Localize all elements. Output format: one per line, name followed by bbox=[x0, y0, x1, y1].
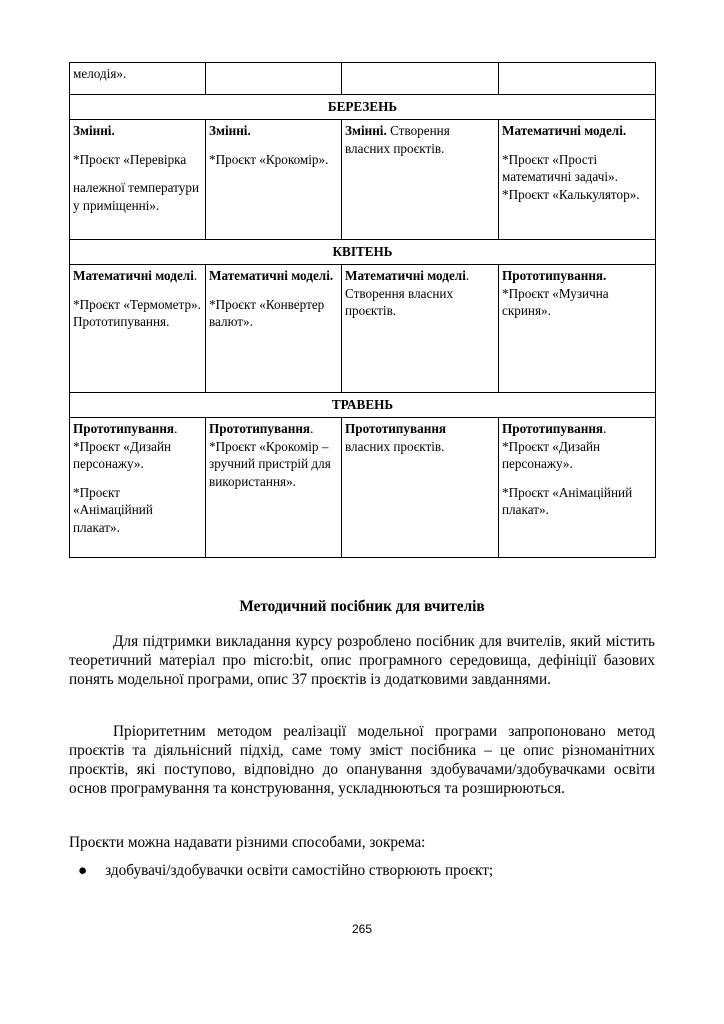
table-cell: Математичні моделі. *Проєкт «Прості математичні задачі». *Проєкт «Калькулятор». bbox=[499, 120, 656, 240]
month-header-may: ТРАВЕНЬ bbox=[70, 393, 656, 418]
table-row bbox=[70, 63, 656, 95]
table-cell bbox=[342, 63, 499, 95]
table-row bbox=[70, 120, 656, 240]
table-cell bbox=[499, 63, 656, 95]
table-cell: мелодія». bbox=[70, 63, 206, 95]
bullet-icon: ● bbox=[78, 862, 88, 879]
month-row bbox=[70, 393, 656, 418]
table-cell bbox=[206, 63, 342, 95]
table-cell: Прототипування. *Проєкт «Музична скриня». bbox=[499, 265, 656, 393]
paragraph-2: Пріоритетним методом реалізації модельної програми запропоновано метод проєктів та діяльнісний підхід, саме тому зміст посібника – це опис різноманітних проєктів, які поступово, відповідно до опанування здобувачами/здобувачками освіти основ програмування та конструювання, ускладнюються та розширюються. bbox=[69, 723, 655, 797]
table-cell: Змінні. Створення власних проєктів. bbox=[342, 120, 499, 240]
month-header-march: БЕРЕЗЕНЬ bbox=[70, 95, 656, 120]
table-cell: Математичні моделі. *Проєкт «Термометр». Прототипування. bbox=[70, 265, 206, 393]
table-row bbox=[70, 265, 656, 393]
table-cell: Прототипування. *Проєкт «Крокомір – зручний пристрій для використання». bbox=[206, 418, 342, 558]
table-cell: Прототипування. *Проєкт «Дизайн персонажу». *Проєкт «Анімаційний плакат». bbox=[499, 418, 656, 558]
table-cell: Математичні моделі. *Проєкт «Конвертер валют». bbox=[206, 265, 342, 393]
bullet-item bbox=[78, 862, 493, 880]
table-row bbox=[70, 418, 656, 558]
paragraph-1: Для підтримки викладання курсу розроблено посібник для вчителів, який містить теоретичний матеріал про micro:bit, опис програмного середовища, дефініції базових понять модельної програми, опис 37 проєктів із додатковими завданнями. bbox=[69, 633, 655, 688]
section-heading: Методичний посібник для вчителів bbox=[239, 598, 485, 615]
page-number: 265 bbox=[351, 922, 373, 936]
bullet-text: здобувачі/здобувачки освіти самостійно створюють проєкт; bbox=[105, 862, 494, 879]
table-cell: Математичні моделі. Створення власних проєктів. bbox=[342, 265, 499, 393]
curriculum-table bbox=[69, 62, 656, 558]
paragraph-3: Проєкти можна надавати різними способами, зокрема: bbox=[69, 834, 426, 851]
month-row bbox=[70, 240, 656, 265]
table-cell: Змінні. *Проєкт «Перевірка належної температури у приміщенні». bbox=[70, 120, 206, 240]
month-row bbox=[70, 95, 656, 120]
table-cell: Змінні. *Проєкт «Крокомір». bbox=[206, 120, 342, 240]
table-cell: Прототипування власних проєктів. bbox=[342, 418, 499, 558]
month-header-april: КВІТЕНЬ bbox=[70, 240, 656, 265]
table-cell: Прототипування. *Проєкт «Дизайн персонажу». *Проєкт «Анімаційний плакат». bbox=[70, 418, 206, 558]
